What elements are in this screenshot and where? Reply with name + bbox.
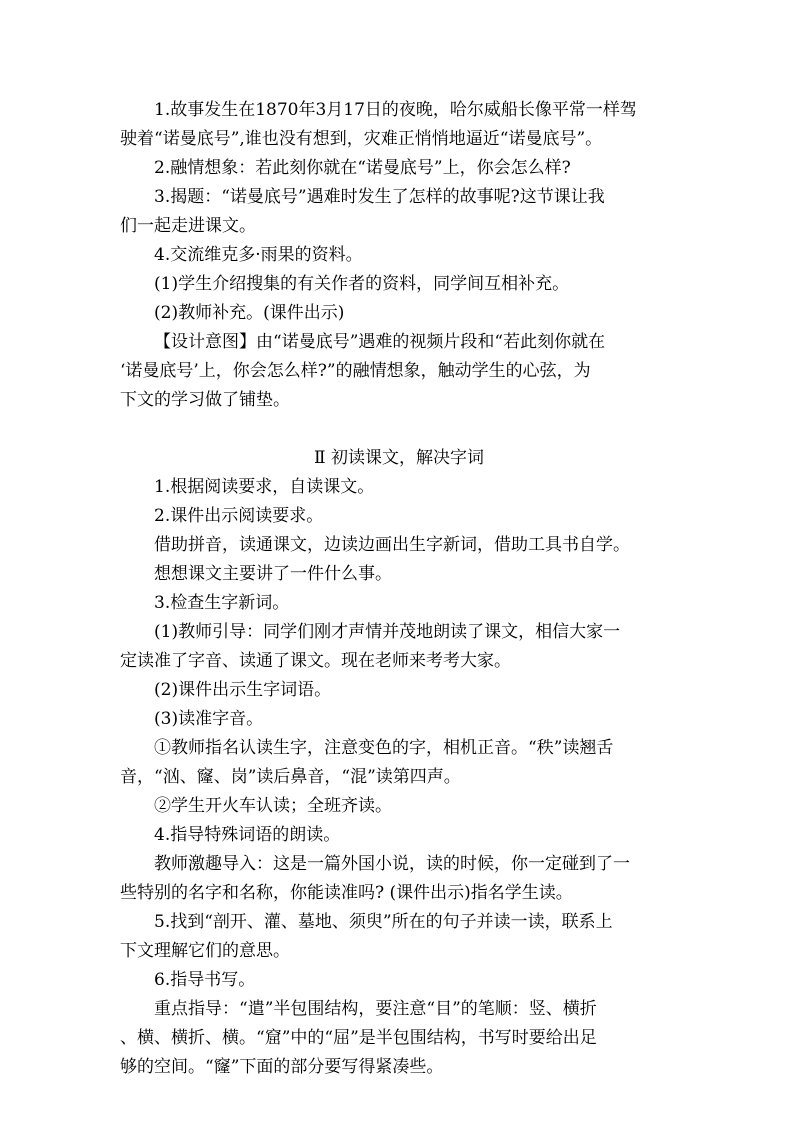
text-line: 【设计意图】由“诺曼底号”遇难的视频片段和“若此刻你就在: [154, 332, 606, 352]
text-line: 5.找到“剖开、灌、墓地、须臾”所在的句子并读一读，联系上: [154, 912, 613, 932]
text-line: 想想课文主要讲了一件什么事。: [154, 564, 392, 584]
text-line: 驶着“诺曼底号”,谁也没有想到，灾难正悄悄地逼近“诺曼底号”。: [120, 129, 603, 149]
text-line: 下文的学习做了铺垫。: [120, 390, 290, 410]
text-line: 音，“汹、窿、岗”读后鼻音，“混”读第四声。: [120, 767, 461, 787]
text-line: 够的空间。“窿”下面的部分要写得紧凑些。: [120, 1057, 444, 1077]
text-line: 3.检查生字新词。: [154, 593, 290, 613]
text-line: 定读准了字音、读通了课文。现在老师来考考大家。: [120, 651, 511, 671]
text-line: 3.揭题：“诺曼底号”遇难时发生了怎样的故事呢?这节课让我: [154, 187, 605, 207]
text-line: 借助拼音，读通课文，边读边画出生字新词，借助工具书自学。: [154, 535, 630, 555]
text-line: (3)读准字音。: [154, 709, 264, 729]
text-line: 下文理解它们的意思。: [120, 941, 290, 961]
text-line: 4.交流维克多·雨果的资料。: [154, 245, 363, 265]
text-line: 些特别的名字和名称，你能读准吗? (课件出示)指名学生读。: [120, 883, 573, 903]
text-line: 教师激趣导入：这是一篇外国小说，读的时候，你一定碰到了一: [154, 854, 630, 874]
text-line: 2.融情想象：若此刻你就在“诺曼底号”上，你会怎么样?: [154, 158, 571, 178]
text-line: (1)教师引导：同学们刚才声情并茂地朗读了课文，相信大家一: [154, 622, 621, 642]
text-line: ②学生开火车认读；全班齐读。: [154, 796, 392, 816]
text-line: 4.指导特殊词语的朗读。: [154, 825, 341, 845]
text-line: 2.课件出示阅读要求。: [154, 506, 324, 526]
section-heading: Ⅱ 初读课文，解决字词: [314, 448, 484, 468]
text-line: 重点指导：“遣”半包围结构，要注意“目”的笔顺：竖、横折: [154, 999, 597, 1019]
text-line: ①教师指名认读生字，注意变色的字，相机正音。“秩”读翘舌: [154, 738, 614, 758]
text-line: 6.指导书写。: [154, 970, 256, 990]
text-line: (2)课件出示生字词语。: [154, 680, 332, 700]
document-body: [120, 96, 678, 1082]
text-line: 1.故事发生在1870年3月17日的夜晚，哈尔威船长像平常一样驾: [154, 100, 637, 120]
text-line: ‘诺曼底号’上，你会怎么样?”的融情想象，触动学生的心弦，为: [120, 361, 591, 381]
text-line: 们一起走进课文。: [120, 216, 256, 236]
text-line: 、横、横折、横。“窟”中的“屈”是半包围结构，书写时要给出足: [120, 1028, 597, 1048]
text-line: (1)学生介绍搜集的有关作者的资料，同学间互相补充。: [154, 274, 570, 294]
text-line: (2)教师补充。(课件出示): [154, 303, 345, 323]
text-line: 1.根据阅读要求，自读课文。: [154, 477, 375, 497]
